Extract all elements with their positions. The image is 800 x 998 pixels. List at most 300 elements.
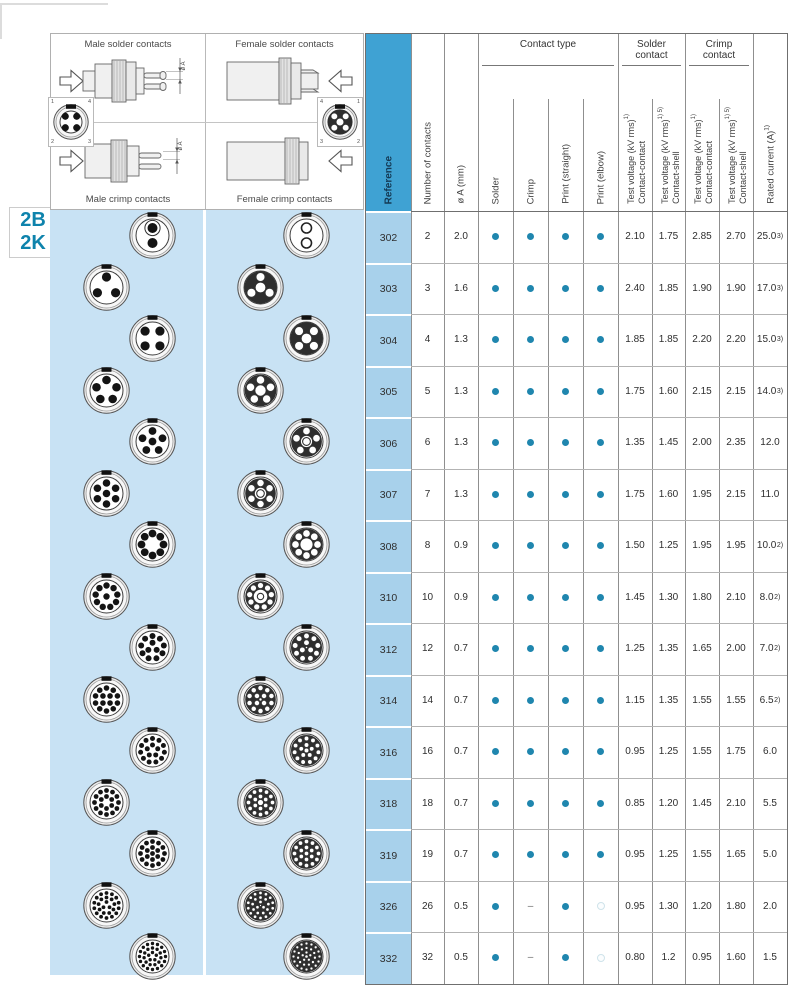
female-face-inset xyxy=(317,97,363,147)
table-cell xyxy=(513,778,548,830)
table-cell xyxy=(548,778,583,830)
male-solder-label: Male solder contacts xyxy=(84,39,172,50)
table-cell: 0.7 xyxy=(454,797,468,809)
table-cell: 8 xyxy=(424,540,431,552)
table-cell xyxy=(548,314,583,366)
spec-table xyxy=(365,33,788,985)
reference-cell: 305 xyxy=(366,366,411,418)
table-cell: 10 xyxy=(421,591,434,603)
table-cell: 1.95 xyxy=(692,488,712,500)
table-cell: 0.95 xyxy=(692,952,712,964)
filled-dot-mark xyxy=(562,439,569,446)
filled-dot-mark xyxy=(562,851,569,858)
filled-dot-mark xyxy=(597,851,604,858)
inset-number: 2 xyxy=(356,139,360,145)
solder-contact-group-header: Solder contact xyxy=(618,34,685,61)
male-face-316 xyxy=(129,727,176,774)
male-face-308 xyxy=(129,521,176,568)
filled-dot-mark xyxy=(527,800,534,807)
filled-dot-mark xyxy=(527,542,534,549)
table-cell: 8.0 2) xyxy=(759,591,781,603)
table-cell: 14 xyxy=(421,694,434,706)
table-cell xyxy=(548,572,583,624)
male-face-319 xyxy=(129,830,176,877)
male-face-305 xyxy=(83,367,130,414)
crimp-contact-group-header: Crimp contact xyxy=(685,34,753,61)
table-cell: 1.55 xyxy=(726,694,746,706)
table-cell: 1.75 xyxy=(658,231,679,243)
table-cell: 1.95 xyxy=(726,540,746,552)
crimp-column-header: Crimp xyxy=(525,178,536,204)
crimp-test-cc-header: Test voltage (kV rms)$^{1)}$ Contact-contact xyxy=(691,114,714,204)
reference-cell: 316 xyxy=(366,726,411,778)
table-cell: 1.90 xyxy=(692,282,712,294)
filled-dot-mark xyxy=(562,954,569,961)
table-cell xyxy=(583,366,618,418)
table-cell: 2.10 xyxy=(726,797,746,809)
table-cell: 1.45 xyxy=(658,437,679,449)
table-cell: 1.80 xyxy=(692,591,712,603)
table-cell xyxy=(583,623,618,675)
table-cell: 2.35 xyxy=(726,437,746,449)
table-cell: 1.65 xyxy=(726,849,746,861)
table-cell: 1.90 xyxy=(726,282,746,294)
table-cell: 1.75 xyxy=(625,385,645,397)
filled-dot-mark xyxy=(562,285,569,292)
solder-test-cc-header: Test voltage (kV rms)$^{1)}$ Contact-contact xyxy=(624,114,647,204)
male-face-304 xyxy=(129,315,176,362)
female-face-312 xyxy=(283,624,330,671)
table-cell: 3 xyxy=(424,282,431,294)
table-cell: 1.15 xyxy=(625,694,645,706)
filled-dot-mark xyxy=(597,697,604,704)
reference-cell: 306 xyxy=(366,417,411,469)
table-cell xyxy=(583,263,618,315)
filled-dot-mark xyxy=(527,645,534,652)
filled-dot-mark xyxy=(562,233,569,240)
table-cell: 26 xyxy=(421,900,434,912)
filled-dot-mark xyxy=(527,233,534,240)
table-cell xyxy=(583,932,618,984)
table-cell xyxy=(548,881,583,933)
filled-dot-mark xyxy=(527,594,534,601)
contacts-column-header: Number of contacts xyxy=(422,121,433,204)
female-face-305 xyxy=(237,367,284,414)
filled-dot-mark xyxy=(597,748,604,755)
table-cell: 12 xyxy=(421,643,434,655)
filled-dot-mark xyxy=(492,285,499,292)
dash-mark: – xyxy=(527,952,534,964)
table-cell: 1.35 xyxy=(658,694,679,706)
table-cell xyxy=(478,881,513,933)
dim-label: ø A xyxy=(178,141,184,151)
table-cell: 6 xyxy=(424,437,431,449)
female-face-303 xyxy=(237,264,284,311)
table-cell: 1.20 xyxy=(658,797,679,809)
filled-dot-mark xyxy=(597,233,604,240)
table-cell: 1.55 xyxy=(692,849,712,861)
filled-dot-mark xyxy=(492,388,499,395)
reference-cell: 319 xyxy=(366,829,411,881)
table-cell xyxy=(583,726,618,778)
table-cell: 1.55 xyxy=(692,694,712,706)
table-cell: 1.60 xyxy=(726,952,746,964)
table-cell: 1.85 xyxy=(658,334,679,346)
table-cell xyxy=(478,314,513,366)
table-cell xyxy=(583,572,618,624)
filled-dot-mark xyxy=(597,336,604,343)
table-cell: 0.85 xyxy=(625,797,645,809)
male-face-332 xyxy=(129,933,176,980)
table-cell xyxy=(478,675,513,727)
filled-dot-mark xyxy=(527,748,534,755)
filled-dot-mark xyxy=(492,800,499,807)
male-face-306 xyxy=(129,418,176,465)
filled-dot-mark xyxy=(492,903,499,910)
arrow-left-icon xyxy=(329,151,352,172)
table-cell: 0.7 xyxy=(454,746,468,758)
series-tag-top: 2B xyxy=(20,209,46,231)
table-cell: 0.80 xyxy=(625,952,645,964)
filled-dot-mark xyxy=(562,388,569,395)
inset-number: 2 xyxy=(51,139,55,145)
male-face-303 xyxy=(83,264,130,311)
filled-dot-mark xyxy=(527,491,534,498)
filled-dot-mark xyxy=(492,954,499,961)
table-cell: 0.9 xyxy=(454,540,468,552)
table-cell xyxy=(513,572,548,624)
table-cell: 2.00 xyxy=(726,643,746,655)
male-face-312 xyxy=(129,624,176,671)
solder-column-header: Solder xyxy=(490,176,501,204)
table-cell xyxy=(513,263,548,315)
table-cell: 5 xyxy=(424,385,431,397)
series-tag-bottom: 2K xyxy=(20,232,46,254)
male-face-314 xyxy=(83,676,130,723)
table-cell: 5.0 xyxy=(763,849,777,861)
filled-dot-mark xyxy=(527,439,534,446)
table-cell: 2.10 xyxy=(625,231,645,243)
table-cell: 1.6 xyxy=(454,282,468,294)
filled-dot-mark xyxy=(597,285,604,292)
table-cell: 2.0 xyxy=(763,900,777,912)
filled-dot-mark xyxy=(527,285,534,292)
filled-dot-mark xyxy=(597,491,604,498)
table-cell xyxy=(583,469,618,521)
table-cell xyxy=(478,469,513,521)
male-crimp-label: Male crimp contacts xyxy=(85,194,171,205)
table-cell: 2.40 xyxy=(625,282,645,294)
female-face-314 xyxy=(237,676,284,723)
table-cell: 2.20 xyxy=(692,334,712,346)
table-cell: 1.75 xyxy=(625,488,645,500)
table-cell: 0.5 xyxy=(454,900,468,912)
table-cell xyxy=(478,778,513,830)
filled-dot-mark xyxy=(527,697,534,704)
table-cell xyxy=(478,623,513,675)
table-cell xyxy=(478,726,513,778)
table-cell: 5.5 xyxy=(763,797,777,809)
table-cell xyxy=(548,469,583,521)
table-cell: 1.95 xyxy=(692,540,712,552)
table-cell: 12.0 xyxy=(760,437,780,449)
open-circle-mark xyxy=(597,902,605,910)
reference-cell: 318 xyxy=(366,778,411,830)
table-cell xyxy=(583,778,618,830)
table-cell xyxy=(513,520,548,572)
table-cell: 2.70 xyxy=(726,231,746,243)
table-cell: 14.0 3) xyxy=(756,385,784,397)
dim-label: ø A xyxy=(181,61,187,71)
contact-type-group-header: Contact type xyxy=(478,34,618,50)
table-cell xyxy=(478,263,513,315)
crimp-test-cs-header: Test voltage (kV rms)$^{1) 5)}$ Contact-shell xyxy=(725,107,748,204)
male-face-307 xyxy=(83,470,130,517)
filled-dot-mark xyxy=(597,645,604,652)
table-cell: 0.9 xyxy=(454,591,468,603)
table-cell xyxy=(513,417,548,469)
table-cell: 1.80 xyxy=(726,900,746,912)
table-cell xyxy=(583,211,618,263)
panel-divider xyxy=(203,210,206,975)
table-cell: 4 xyxy=(424,334,431,346)
arrow-left-icon xyxy=(329,71,352,92)
table-cell xyxy=(583,881,618,933)
male-face-inset xyxy=(48,97,94,147)
inset-number: 4 xyxy=(87,99,91,105)
table-cell: 18 xyxy=(421,797,434,809)
table-cell: 1.65 xyxy=(692,643,712,655)
reference-cell: 304 xyxy=(366,314,411,366)
filled-dot-mark xyxy=(562,903,569,910)
table-cell xyxy=(513,726,548,778)
table-cell xyxy=(478,211,513,263)
table-cell: 11.0 xyxy=(760,488,780,500)
filled-dot-mark xyxy=(562,491,569,498)
reference-cell: 303 xyxy=(366,263,411,315)
filled-dot-mark xyxy=(562,542,569,549)
filled-dot-mark xyxy=(492,697,499,704)
table-cell: 1.25 xyxy=(658,746,679,758)
filled-dot-mark xyxy=(562,800,569,807)
table-cell xyxy=(548,366,583,418)
reference-header-label: Reference xyxy=(383,155,394,204)
filled-dot-mark xyxy=(597,594,604,601)
table-cell: 2 xyxy=(424,231,431,243)
table-cell xyxy=(583,314,618,366)
table-cell xyxy=(548,932,583,984)
filled-dot-mark xyxy=(492,851,499,858)
filled-dot-mark xyxy=(492,748,499,755)
filled-dot-mark xyxy=(527,388,534,395)
table-cell: 1.20 xyxy=(692,900,712,912)
filled-dot-mark xyxy=(492,439,499,446)
table-cell: 15.0 3) xyxy=(756,334,784,346)
table-cell: 1.35 xyxy=(625,437,645,449)
filled-dot-mark xyxy=(597,439,604,446)
table-cell: 2.85 xyxy=(692,231,712,243)
table-cell xyxy=(548,726,583,778)
reference-cell: 312 xyxy=(366,623,411,675)
table-cell: 2.20 xyxy=(726,334,746,346)
open-circle-mark xyxy=(597,954,605,962)
table-cell xyxy=(548,417,583,469)
table-cell: 0.7 xyxy=(454,694,468,706)
female-face-318 xyxy=(237,779,284,826)
table-cell: 1.2 xyxy=(661,952,676,964)
female-face-319 xyxy=(283,830,330,877)
female-face-306 xyxy=(283,418,330,465)
filled-dot-mark xyxy=(597,388,604,395)
female-face-307 xyxy=(237,470,284,517)
table-cell: 0.5 xyxy=(454,952,468,964)
table-cell: 1.50 xyxy=(625,540,645,552)
print-elbow-column-header: Print (elbow) xyxy=(595,150,606,204)
reference-cell: 310 xyxy=(366,572,411,624)
table-cell: 0.7 xyxy=(454,849,468,861)
table-cell xyxy=(513,623,548,675)
table-cell: 16 xyxy=(421,746,434,758)
diameter-column-header: ø A (mm) xyxy=(455,165,467,204)
table-cell xyxy=(478,366,513,418)
filled-dot-mark xyxy=(597,800,604,807)
filled-dot-mark xyxy=(492,645,499,652)
table-cell: 2.0 xyxy=(454,231,468,243)
table-cell xyxy=(513,881,548,933)
table-cell: 2.15 xyxy=(726,385,746,397)
filled-dot-mark xyxy=(562,645,569,652)
connector-faces-panel xyxy=(50,210,364,975)
rated-current-column-header: Rated current $(A)^{1)}$ xyxy=(763,125,777,204)
table-cell xyxy=(478,417,513,469)
contact-legend xyxy=(50,33,364,210)
table-cell: 1.30 xyxy=(658,900,679,912)
table-cell xyxy=(548,675,583,727)
filled-dot-mark xyxy=(562,697,569,704)
table-cell: 7 xyxy=(424,488,431,500)
table-cell: 19 xyxy=(421,849,434,861)
table-cell: 6.5 2) xyxy=(759,694,781,706)
table-cell xyxy=(478,932,513,984)
male-face-318 xyxy=(83,779,130,826)
table-cell: 25.0 3) xyxy=(756,231,784,243)
female-face-316 xyxy=(283,727,330,774)
arrow-right-icon xyxy=(60,151,83,172)
table-cell: 0.95 xyxy=(625,849,645,861)
table-cell xyxy=(583,417,618,469)
filled-dot-mark xyxy=(492,594,499,601)
table-cell xyxy=(513,366,548,418)
table-cell: 1.55 xyxy=(692,746,712,758)
table-cell xyxy=(583,520,618,572)
table-cell xyxy=(548,211,583,263)
table-cell: 1.25 xyxy=(625,643,645,655)
filled-dot-mark xyxy=(492,233,499,240)
table-cell: 1.45 xyxy=(692,797,712,809)
table-cell: 2.15 xyxy=(692,385,712,397)
table-cell: 7.0 2) xyxy=(759,643,781,655)
solder-test-cs-header: Test voltage (kV rms)$^{1) 5)}$ Contact-shell xyxy=(657,107,681,204)
female-face-304 xyxy=(283,315,330,362)
table-cell: 17.0 3) xyxy=(756,282,784,294)
table-cell: 10.0 2) xyxy=(756,540,784,552)
female-face-302 xyxy=(283,212,330,259)
arrow-right-icon xyxy=(60,71,83,92)
table-cell: 1.25 xyxy=(658,849,679,861)
filled-dot-mark xyxy=(527,851,534,858)
table-cell xyxy=(513,469,548,521)
filled-dot-mark xyxy=(562,748,569,755)
table-cell xyxy=(513,932,548,984)
table-cell: 1.30 xyxy=(658,591,679,603)
table-cell xyxy=(548,829,583,881)
inset-number: 3 xyxy=(320,139,324,145)
female-crimp-label: Female crimp contacts xyxy=(236,194,333,205)
reference-cell: 332 xyxy=(366,932,411,984)
table-cell: 6.0 xyxy=(763,746,777,758)
table-cell: 1.85 xyxy=(658,282,679,294)
reference-cell: 307 xyxy=(366,469,411,521)
table-cell xyxy=(548,263,583,315)
reference-column-header xyxy=(366,34,411,211)
reference-cell: 314 xyxy=(366,675,411,727)
filled-dot-mark xyxy=(492,336,499,343)
table-cell: 0.95 xyxy=(625,746,645,758)
table-cell xyxy=(583,675,618,727)
inset-number: 1 xyxy=(51,99,55,105)
table-cell: 1.75 xyxy=(726,746,746,758)
table-cell: 0.7 xyxy=(454,643,468,655)
table-cell: 1.5 xyxy=(763,952,777,964)
table-cell xyxy=(513,829,548,881)
table-cell: 0.95 xyxy=(625,900,645,912)
table-cell xyxy=(478,829,513,881)
filled-dot-mark xyxy=(562,336,569,343)
table-cell: 1.60 xyxy=(658,488,679,500)
filled-dot-mark xyxy=(597,542,604,549)
table-cell: 1.85 xyxy=(625,334,645,346)
female-face-310 xyxy=(237,573,284,620)
male-face-302 xyxy=(129,212,176,259)
filled-dot-mark xyxy=(492,491,499,498)
female-face-308 xyxy=(283,521,330,568)
table-cell: 1.3 xyxy=(454,488,468,500)
filled-dot-mark xyxy=(492,542,499,549)
male-face-310 xyxy=(83,573,130,620)
table-cell xyxy=(548,623,583,675)
reference-cell: 302 xyxy=(366,211,411,263)
dash-mark: – xyxy=(527,900,534,912)
table-cell: 2.00 xyxy=(692,437,712,449)
table-cell xyxy=(513,675,548,727)
table-cell: 1.3 xyxy=(454,385,468,397)
table-cell: 1.3 xyxy=(454,334,468,346)
male-face-326 xyxy=(83,882,130,929)
inset-number: 4 xyxy=(320,99,324,105)
reference-cell: 326 xyxy=(366,881,411,933)
table-cell: 1.35 xyxy=(658,643,679,655)
female-solder-label: Female solder contacts xyxy=(235,39,334,50)
table-cell: 2.15 xyxy=(726,488,746,500)
table-cell xyxy=(583,829,618,881)
female-face-326 xyxy=(237,882,284,929)
filled-dot-mark xyxy=(527,336,534,343)
table-cell xyxy=(478,572,513,624)
table-cell: 1.45 xyxy=(625,591,645,603)
table-cell xyxy=(548,520,583,572)
table-cell xyxy=(478,520,513,572)
table-cell: 1.25 xyxy=(658,540,679,552)
